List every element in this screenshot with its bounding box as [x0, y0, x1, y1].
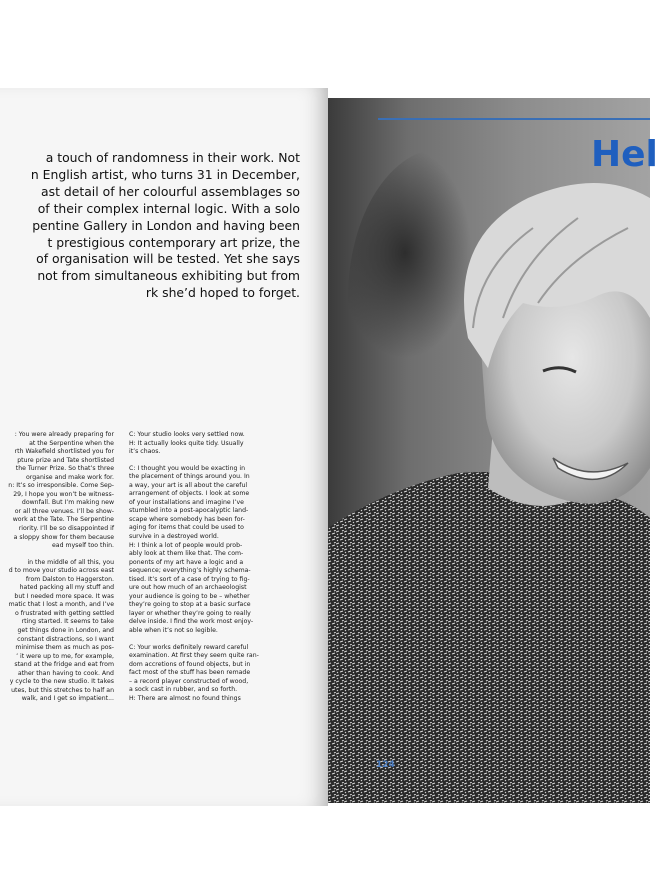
interview-line: C: Your works definitely reward careful [129, 643, 249, 651]
interview-line: 29, I hope you won’t be witness- [13, 490, 114, 498]
intro-line: n English artist, who turns 31 in December, [30, 166, 300, 182]
interview-line: o frustrated with getting settled [14, 609, 114, 617]
interview-line: the placement of things around you. In [129, 473, 250, 481]
interview-line: able when it’s not so legible. [129, 627, 218, 635]
interview-line: – a record player constructed of wood, [129, 677, 249, 685]
interview-line: riority. I’ll be so disappointed if [18, 525, 114, 533]
interview-line: organise and make work for. [26, 473, 114, 481]
interview-line: survive in a destroyed world. [129, 533, 219, 541]
interview-line: : You were already preparing for [14, 431, 114, 438]
intro-line: rk she’d hoped to forget. [145, 285, 300, 301]
interview-line: work at the Tate. The Serpentine [12, 516, 114, 524]
interview-line: of your installations and imagine I’ve [129, 498, 244, 506]
interview-line: ’ it were up to me, for example, [16, 652, 114, 660]
interview-line: pture prize and Tate shortlisted [17, 456, 114, 464]
interview-line: H: I think a lot of people would prob- [129, 541, 243, 549]
interview-line: or all three venues. I’ll be show- [14, 507, 114, 515]
intro-line: a touch of randomness in their work. Not [45, 150, 300, 165]
interview-line [0, 551, 114, 559]
interview-line: rting started. It seems to take [21, 618, 114, 626]
interview-line: ead myself too thin. [52, 542, 114, 550]
interview-line: aging for items that could be used to [129, 524, 244, 532]
interview-line: constant distractions, so I want [17, 635, 114, 643]
interview-line: arrangement of objects. I look at some [129, 490, 250, 498]
intro-line: of their complex internal logic. With a solo [37, 200, 300, 216]
interview-line: walk, and I get so impatient... [21, 695, 114, 703]
article-title: Hel [591, 134, 658, 175]
interview-line: utes, but this stretches to half an [11, 686, 114, 694]
interview-line: minimise them as much as pos- [15, 644, 114, 652]
interview-line: a sloppy show for them because [13, 533, 114, 541]
interview-line: delve inside. I find the work most enjoy- [129, 618, 254, 626]
interview-column-right [129, 431, 259, 703]
interview-line [129, 457, 252, 465]
interview-line: matic that I lost a month, and I’ve [8, 601, 114, 609]
interview-line: fact most of the stuff has been remade [129, 669, 251, 677]
interview-line: scape where somebody has been for- [129, 515, 245, 523]
interview-column-left [0, 431, 114, 704]
interview-line: from Dalston to Haggerston. [25, 575, 114, 583]
interview-line: C: I thought you would be exacting in [129, 464, 246, 472]
interview-line: but I needed more space. It was [14, 592, 114, 600]
interview-line: C: Your studio looks very settled now. [129, 431, 245, 438]
interview-line: ponents of my art have a logic and a [129, 558, 244, 566]
interview-line: they’re going to stop at a basic surface [129, 601, 251, 609]
page-number: 124 [376, 760, 395, 770]
interview-line: hated packing all my stuff and [19, 584, 114, 592]
interview-line: at the Serpentine when the [29, 439, 114, 447]
left-page [0, 88, 328, 806]
interview-line: y cycle to the new studio. It takes [9, 678, 114, 686]
interview-line: d to move your studio across east [8, 567, 114, 575]
interview-line: it’s chaos. [129, 448, 161, 456]
portrait-image [328, 98, 650, 803]
portrait-photo [328, 98, 650, 803]
interview-line: ably look at them like that. The com- [129, 550, 244, 558]
interview-line: downfall. But I’m making new [21, 499, 114, 507]
interview-line: dom accretions of found objects, but in [129, 660, 251, 668]
interview-line: ure out how much of an archaeologist [129, 584, 247, 592]
interview-line: n: It’s so irresponsible. Come Sep- [8, 482, 114, 490]
interview-line: layer or whether they’re going to really [129, 609, 251, 617]
interview-line: ather than having to cook. And [17, 669, 114, 677]
interview-line: your audience is going to be – whether [129, 592, 250, 600]
intro-line: of organisation will be tested. Yet she says [36, 251, 300, 267]
interview-line: in the middle of all this, you [27, 558, 114, 566]
interview-line: H: There are almost no found things [129, 694, 241, 702]
interview-line [129, 636, 252, 644]
interview-line: the Turner Prize. So that’s three [15, 465, 114, 473]
interview-line: a way, your art is all about the careful [129, 481, 248, 489]
interview-line: rth Wakefield shortlisted you for [14, 448, 114, 456]
interview-line: stumbled into a post-apocalyptic land- [129, 507, 249, 515]
interview-line: H: It actually looks quite tidy. Usually [129, 439, 244, 447]
intro-line: t prestigious contemporary art prize, the [47, 234, 300, 250]
intro-line: pentine Gallery in London and having been [32, 217, 300, 233]
header-rule [378, 118, 650, 120]
interview-line: tised. It’s sort of a case of trying to fig- [129, 575, 250, 583]
interview-line: get things done in London, and [17, 627, 114, 635]
intro-paragraph [0, 150, 300, 302]
intro-line: not from simultaneous exhibiting but from [37, 268, 300, 284]
interview-line: examination. At first they seem quite ran- [129, 652, 259, 660]
interview-line: sequence; everything’s highly schema- [129, 567, 251, 575]
interview-line: a sock cast in rubber, and so forth. [129, 686, 238, 694]
intro-line: ast detail of her colourful assemblages so [41, 183, 300, 199]
interview-line: stand at the fridge and eat from [14, 661, 114, 669]
